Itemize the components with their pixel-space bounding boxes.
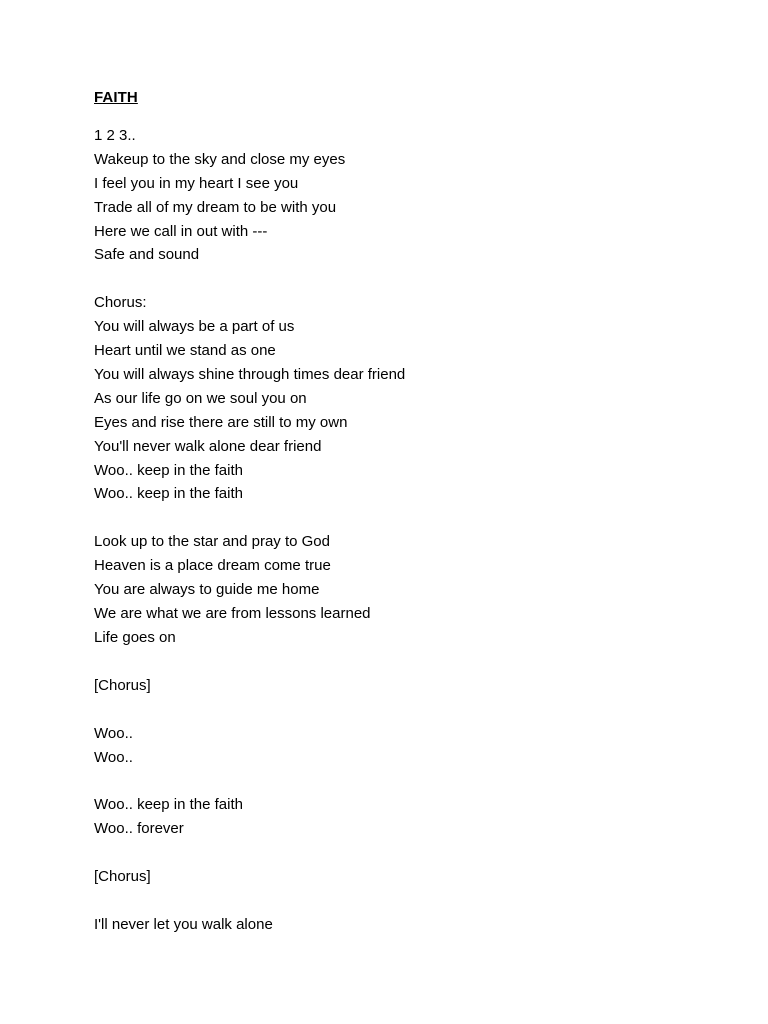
stanza-bridge [94,793,734,841]
lyric-line: Woo.. forever [94,820,184,838]
stanza-chorus-ref-1 [94,674,734,698]
lyric-line: I feel you in my heart I see you [94,174,299,192]
lyric-line: Woo.. [94,724,133,742]
lyric-line: Here we call in out with --- [94,222,268,240]
stanza-chorus [94,291,734,506]
lyric-line: Heart until we stand as one [94,342,276,360]
lyric-line: We are what we are from lessons learned [94,605,371,623]
lyric-line: Look up to the star and pray to God [94,533,330,551]
stanza-verse-2 [94,530,734,649]
chorus-reference: [Chorus] [94,676,151,694]
lyric-line: Wakeup to the sky and close my eyes [94,150,346,168]
lyric-line: I'll never let you walk alone [94,916,273,934]
lyric-line: As our life go on we soul you on [94,389,307,407]
stanza-verse-1 [94,124,734,267]
lyric-line: Eyes and rise there are still to my own [94,413,348,431]
lyric-line: Life goes on [94,628,176,646]
song-title: FAITH [94,89,138,106]
lyric-line: You will always shine through times dear friend [94,366,406,384]
lyric-line: 1 2 3.. [94,127,136,144]
lyric-line: You are always to guide me home [94,581,320,599]
lyric-line: Woo.. [94,748,133,766]
lyric-line: Safe and sound [94,246,200,264]
stanza-chorus-ref-2 [94,865,734,889]
lyric-line: You'll never walk alone dear friend [94,437,322,455]
stanza-outro [94,913,734,937]
lyric-line: You will always be a part of us [94,318,295,336]
lyric-line: Heaven is a place dream come true [94,557,331,575]
document-page [94,88,734,961]
lyric-line: Woo.. keep in the faith [94,796,243,814]
chorus-heading: Chorus: [94,294,147,312]
stanza-woo [94,722,734,770]
lyric-line: Woo.. keep in the faith [94,461,243,479]
chorus-reference: [Chorus] [94,868,151,886]
lyric-line: Trade all of my dream to be with you [94,198,337,216]
lyric-line: Woo.. keep in the faith [94,485,243,503]
